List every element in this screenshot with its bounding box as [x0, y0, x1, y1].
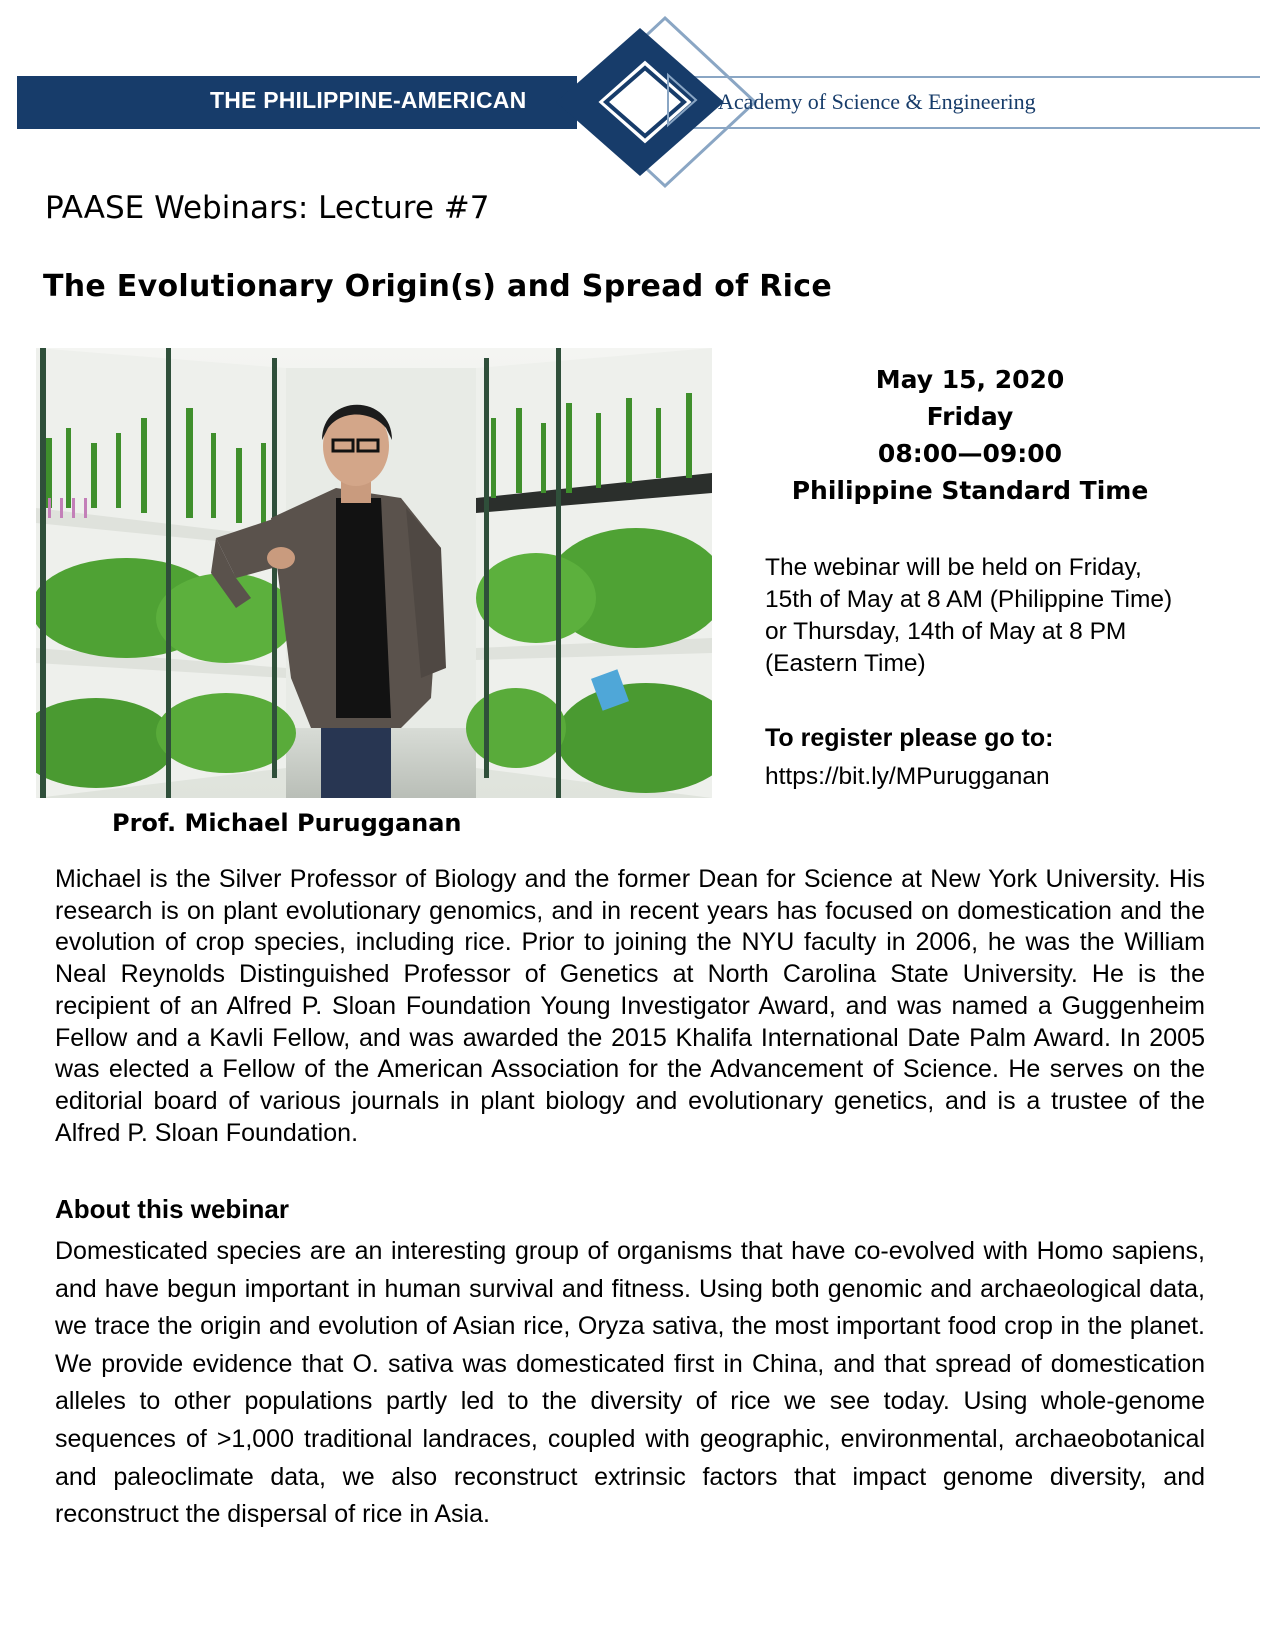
event-schedule — [745, 361, 1195, 509]
speaker-bio: Michael is the Silver Professor of Biology and the former Dean for Science at New York University. His research is on plant evolutionary genomics, and in recent years has focused on domestication and the evolution of crop species, including rice. Prior to joining the NYU faculty in 2006, he was the William Neal Reynolds Distinguished Professor of Genetics at North Carolina State University. He is the recipient of an Alfred P. Sloan Foundation Young Investigator Award, and was named a Guggenheim Fellow and a Kavli Fellow, and was awarded the 2015 Khalifa International Date Palm Award. In 2005 was elected a Fellow of the American Association for the Advancement of Science. He serves on the editorial board of various journals in plant biology and evolutionary genetics, and is a trustee of the Alfred P. Sloan Foundation. — [55, 865, 1205, 1147]
speaker-photo — [36, 348, 712, 798]
event-date: May 15, 2020 — [875, 365, 1065, 394]
series-title: PAASE Webinars: Lecture #7 — [45, 190, 490, 226]
banner-org-name: THE PHILIPPINE-AMERICAN — [210, 87, 527, 113]
about-heading: About this webinar — [55, 1194, 289, 1224]
speaker-name-caption: Prof. Michael Purugganan — [112, 809, 462, 837]
lecture-title: The Evolutionary Origin(s) and Spread of Rice — [43, 269, 832, 304]
banner-org-subtitle: Academy of Science & Engineering — [718, 89, 1036, 114]
header-banner — [0, 0, 1275, 190]
event-timezone: Philippine Standard Time — [791, 476, 1149, 505]
register-label: To register please go to: — [765, 724, 1054, 752]
about-text: Domesticated species are an interesting group of organisms that have co-evolved with Homo sapiens, and have begun important in human survival and fitness. Using both genomic and archaeological data, we trace the origin and evolution of Asian rice, Oryza sativa, the most important food crop in the planet. We provide evidence that O. sativa was domesticated first in China, and that spread of domestication alleles to other populations partly led to the diversity of rice we see today. Using whole-genome sequences of >1,000 traditional landraces, coupled with geographic, environmental, archaeobotanical and paleoclimate data, we also reconstruct extrinsic factors that impact genome diversity, and reconstruct the dispersal of rice in Asia. — [55, 1237, 1205, 1529]
event-time: 08:00—09:00 — [877, 439, 1063, 468]
register-link[interactable]: https://bit.ly/MPurugganan — [765, 763, 1050, 790]
webinar-held-text: The webinar will be held on Friday, 15th of May at 8 AM (Philippine Time) or Thursday, 14th of May at 8 PM (Eastern Time) — [765, 554, 1173, 677]
event-day: Friday — [926, 402, 1014, 431]
